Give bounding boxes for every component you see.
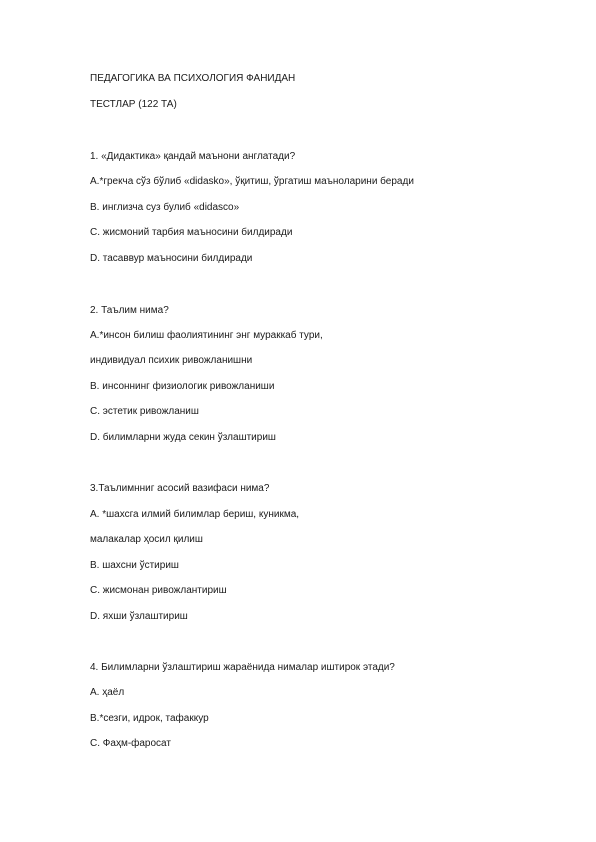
document-subtitle: ТЕСТЛАР (122 ТА) [90, 99, 177, 110]
question-1-option-d: D. тасаввур маъносини билдиради [90, 253, 253, 264]
question-4-option-b: B.*сезги, идрок, тафаккур [90, 713, 209, 724]
question-3-option-d: D. яхши ўзлаштириш [90, 611, 188, 622]
question-1-option-a: A.*грекча сўз бўлиб «didasko», ўқитиш, ўргатиш маъноларини беради [90, 176, 414, 187]
question-1-option-c: C. жисмоний тарбия маъносини билдиради [90, 227, 293, 238]
question-4: 4. Билимларни ўзлаштириш жараёнида нималар иштирок этади? [90, 662, 395, 673]
document-title: ПЕДАГОГИКА ВА ПСИХОЛОГИЯ ФАНИДАН [90, 73, 296, 84]
question-2-option-d: D. билимларни жуда секин ўзлаштириш [90, 432, 276, 443]
question-3-option-a-continued: малакалар ҳосил қилиш [90, 534, 203, 545]
question-3-option-c: C. жисмонан ривожлантириш [90, 585, 227, 596]
question-2-option-b: B. инсоннинг физиологик ривожланиши [90, 381, 275, 392]
question-3-option-a: A. *шахсга илмий билимлар бериш, куникма, [90, 509, 300, 520]
question-2-option-a-continued: индивидуал психик ривожланишни [90, 355, 253, 366]
question-2-option-a: A.*инсон билиш фаолиятининг энг мураккаб тури, [90, 330, 323, 341]
question-3-option-b: B. шахсни ўстириш [90, 560, 179, 571]
question-4-option-c: C. Фаҳм-фаросат [90, 738, 171, 749]
question-2-option-c: C. эстетик ривожланиш [90, 406, 199, 417]
question-3: 3.Таълимнниг асосий вазифаси нима? [90, 483, 270, 494]
question-1-option-b: B. инглизча суз булиб «didasco» [90, 202, 240, 213]
question-1: 1. «Дидактика» қандай маънони англатади? [90, 151, 296, 162]
question-4-option-a: A. ҳаёл [90, 687, 125, 698]
question-2: 2. Таълим нима? [90, 305, 169, 316]
